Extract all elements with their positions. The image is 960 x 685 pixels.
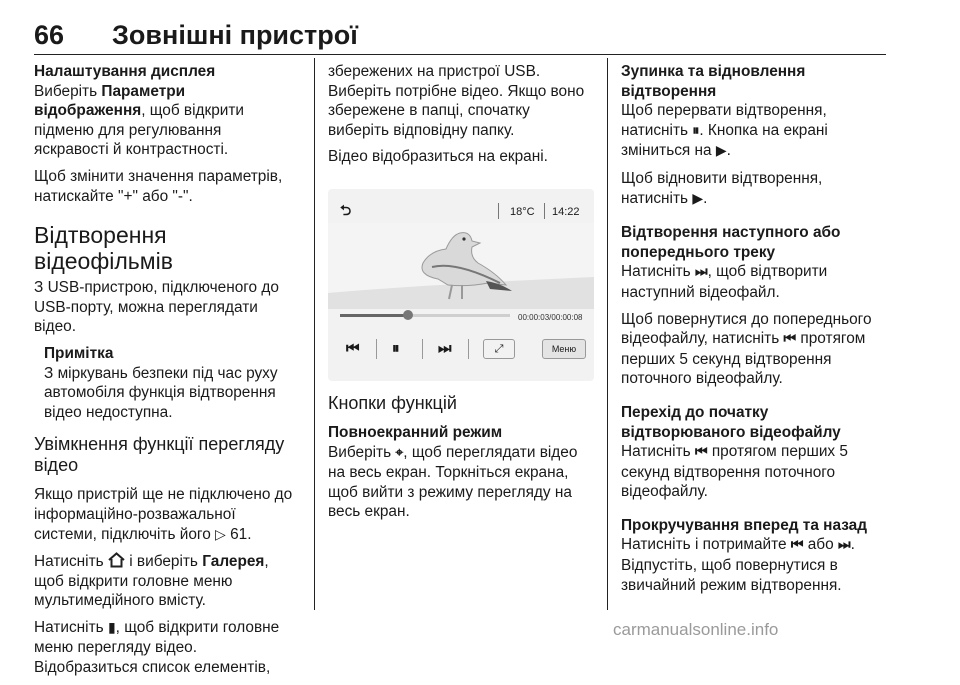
text: , щоб відтворити наступний відеофайл.: [621, 263, 828, 301]
text: Натисніть: [621, 443, 695, 461]
text: , щоб відкрити підменю для регулювання яскравості й контрастності.: [34, 102, 245, 159]
screen-top-bar: [328, 201, 594, 221]
previous-track-icon: ⏮: [790, 537, 804, 554]
divider: [422, 339, 423, 359]
next-track-icon: ⏭: [837, 537, 851, 554]
column-divider: [607, 58, 608, 610]
paragraph: [621, 310, 889, 389]
paragraph: [328, 443, 594, 522]
column-divider: [314, 58, 315, 610]
text: Виберіть: [34, 82, 102, 100]
text: , щоб відкрити головне меню мультимедійного вмісту.: [34, 553, 269, 610]
section-heading-activate: Увімкнення функції перегляду відео: [34, 434, 285, 476]
paragraph: [621, 442, 889, 502]
clock-readout: 14:22: [552, 205, 580, 218]
video-menu-icon: ▮: [107, 619, 116, 636]
home-icon: [108, 553, 125, 570]
column-2: [328, 62, 594, 529]
subheading-display-settings: Налаштування дисплея: [34, 63, 216, 80]
previous-track-icon: ⏮: [694, 444, 708, 461]
paragraph: З USB-пристрою, підключеного до USB-порту, можна переглядати відео.: [34, 279, 279, 336]
paragraph: [621, 535, 889, 595]
text: і виберіть: [124, 553, 203, 571]
section-heading-buttons: Кнопки функцій: [328, 392, 457, 413]
text: Щоб відновити відтворення, натисніть: [621, 169, 823, 207]
seagull-image: [328, 223, 594, 309]
menu-term: Параметри відображення: [34, 82, 186, 120]
text: Натисніть: [34, 618, 108, 636]
pause-icon: ⏸: [392, 338, 400, 357]
paragraph: [34, 82, 300, 160]
text: Натисніть: [621, 263, 695, 281]
note-block: [44, 344, 300, 422]
note-title: Примітка: [44, 344, 114, 362]
watermark: carmanualsonline.info: [613, 620, 779, 639]
text: Натисніть: [34, 553, 108, 571]
next-track-icon: ⏭: [438, 338, 452, 357]
progress-fill: [340, 314, 408, 317]
divider: [376, 339, 377, 359]
text: Щоб перервати відтворення, натисніть: [621, 102, 827, 139]
paragraph: [34, 618, 300, 678]
fullscreen-icon: ⌖: [395, 444, 404, 461]
page-number: 66: [34, 20, 65, 50]
text: Виберіть: [328, 443, 396, 461]
text: . Кнопка на екрані зміниться на: [621, 121, 828, 160]
back-icon: ⮌: [340, 201, 352, 218]
text: або: [803, 536, 838, 554]
subheading-fullscreen: Повноекранний режим: [328, 423, 503, 441]
text: , щоб відкрити головне меню перегляду відео. Відобразиться список елементів,: [34, 618, 280, 677]
text: 61.: [225, 525, 252, 543]
paragraph: збережених на пристрої USB. Виберіть потрібне відео. Якщо воно збережене в папці, спочатку виберіть відповідну папку.: [328, 63, 585, 139]
progress-track: [340, 314, 510, 317]
subheading-scroll: Прокручування вперед та назад: [621, 516, 868, 534]
subheading-restart: Перехід до початку відтворюваного відеофайлу: [621, 403, 841, 441]
paragraph: [621, 262, 889, 302]
page-title: Зовнішні пристрої: [112, 20, 358, 50]
play-icon: ▶: [692, 190, 704, 207]
paragraph: [34, 552, 300, 611]
divider: [468, 339, 469, 359]
section-heading-video: Відтворення відеофільмів: [34, 222, 173, 275]
text: протягом перших 5 секунд відтворення поточного відеофайлу.: [621, 330, 866, 388]
menu-term: Галерея: [202, 553, 265, 571]
page-header: [34, 20, 886, 55]
subheading-next-previous: Відтворення наступного або попереднього треку: [621, 224, 841, 261]
video-screen-illustration: [328, 189, 594, 381]
paragraph: [621, 169, 889, 209]
time-counter: 00:00:03/00:00:08: [518, 312, 583, 322]
divider: [544, 203, 545, 219]
paragraph: Щоб змінити значення параметрів, натискайте "+" або "-".: [34, 167, 283, 205]
text: Щоб повернутися до попереднього відеофайлу, натисніть: [621, 310, 872, 348]
column-3: [621, 62, 889, 602]
text: .: [726, 142, 731, 160]
divider: [498, 203, 499, 219]
column-1: [34, 62, 300, 685]
fullscreen-icon: ⤢: [483, 339, 515, 359]
pause-icon: ⏸: [692, 122, 700, 139]
temperature-readout: 18°C: [510, 205, 535, 218]
next-track-icon: ⏭: [694, 264, 708, 281]
paragraph: [621, 101, 889, 162]
note-text: З міркувань безпеки під час руху автомобіля функція відтворення відео недоступна.: [44, 364, 278, 421]
text: Якщо пристрій ще не підключено до інформаційно-розважальної системи, підключіть його: [34, 486, 293, 543]
paragraph: [34, 485, 300, 545]
progress-knob: [403, 310, 413, 320]
text: . Відпустіть, щоб повернутися в звичайний режим відтворення.: [621, 536, 855, 594]
menu-button: Меню: [542, 339, 586, 359]
text: .: [703, 189, 708, 207]
text: Натисніть і потримайте: [621, 536, 791, 554]
page-ref-icon: ▷: [215, 526, 226, 543]
previous-track-icon: ⏮: [346, 338, 360, 357]
previous-track-icon: ⏮: [783, 331, 797, 348]
subheading-pause-resume: Зупинка та відновлення відтворення: [621, 63, 806, 100]
text: протягом перших 5 секунд відтворення поточного відеофайлу.: [621, 443, 848, 501]
paragraph: Відео відобразиться на екрані.: [328, 148, 548, 166]
text: , щоб переглядати відео на весь екран. Торкніться екрана, щоб вийти з режиму перегляду на весь екран.: [328, 443, 578, 521]
play-icon: ▶: [715, 143, 727, 160]
